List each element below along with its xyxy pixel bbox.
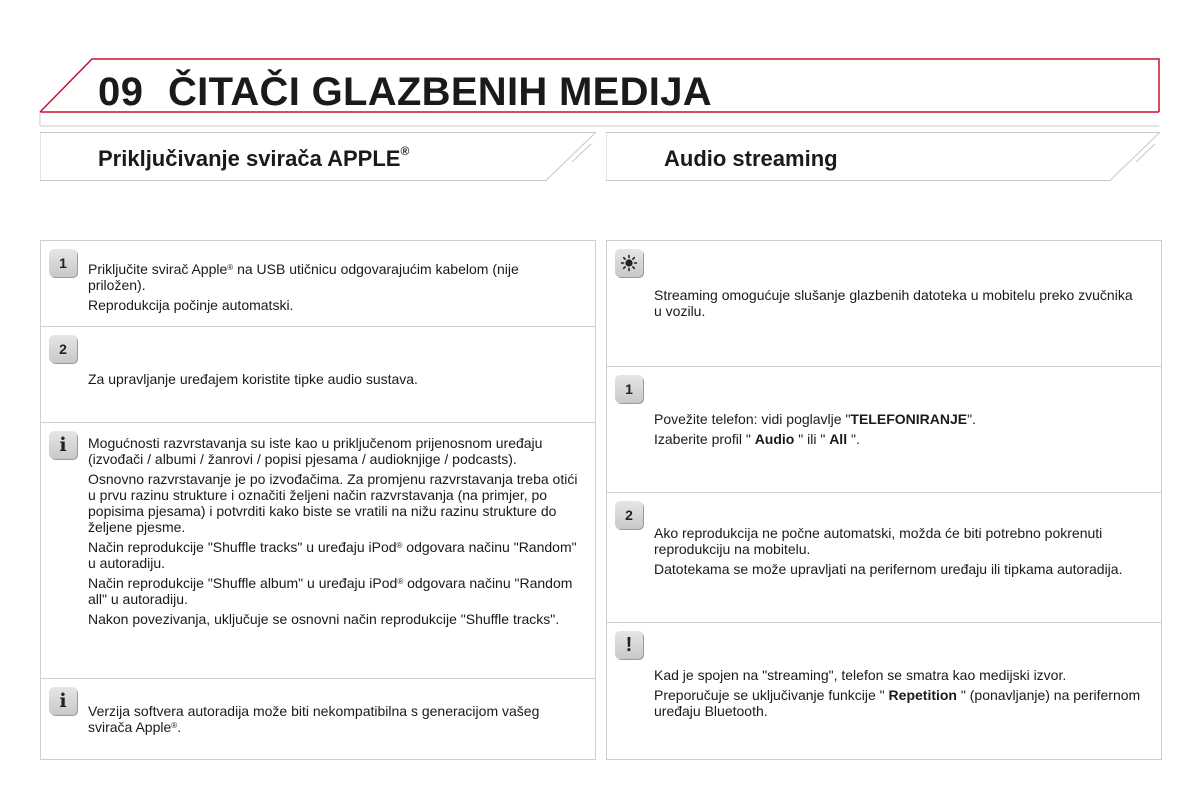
left-column bbox=[40, 240, 596, 760]
paragraph: Verzija softvera autoradija može biti nekompatibilna s generacijom vašeg svirača Apple®. bbox=[88, 703, 540, 735]
paragraph: Reprodukcija počinje automatski. bbox=[88, 297, 294, 313]
paragraph: Priključite svirač Apple® na USB utičnicu odgovarajućim kabelom (nije priložen). bbox=[88, 261, 519, 293]
paragraph: Način reprodukcije "Shuffle tracks" u uređaju iPod® odgovara načinu "Random" u autoradiju. bbox=[88, 539, 577, 571]
info-box-software bbox=[41, 679, 595, 759]
chapter-header bbox=[0, 0, 1200, 130]
tip-box-streaming bbox=[607, 241, 1161, 367]
sun-tip-icon bbox=[615, 249, 643, 277]
section-title-apple: Priključivanje svirača APPLE® bbox=[98, 144, 410, 171]
paragraph: Streaming omogućuje slušanje glazbenih datoteka u mobitelu preko zvučnika u vozilu. bbox=[654, 287, 1133, 319]
step-1-badge: 1 bbox=[615, 375, 643, 403]
info-icon: i bbox=[49, 431, 77, 459]
step-text bbox=[654, 411, 1144, 451]
tip-text bbox=[654, 287, 1144, 323]
step-2-badge: 2 bbox=[615, 501, 643, 529]
step-1-badge: 1 bbox=[49, 249, 77, 277]
paragraph: Povežite telefon: vidi poglavlje "TELEFONIRANJE". bbox=[654, 411, 976, 427]
paragraph: Ako reprodukcija ne počne automatski, možda će biti potrebno pokrenuti reprodukciju na mobitelu. bbox=[654, 525, 1103, 557]
warning-icon: ! bbox=[615, 631, 643, 659]
info-icon: i bbox=[49, 687, 77, 715]
step-box-1 bbox=[607, 367, 1161, 493]
paragraph: Kad je spojen na "streaming", telefon se smatra kao medijski izvor. bbox=[654, 667, 1067, 683]
step-text bbox=[88, 371, 568, 391]
paragraph: Način reprodukcije "Shuffle album" u uređaju iPod® odgovara načinu "Random all" u autoradiju. bbox=[88, 575, 573, 607]
info-box-sorting bbox=[41, 423, 595, 679]
step-2-badge: 2 bbox=[49, 335, 77, 363]
paragraph: Nakon povezivanja, uključuje se osnovni način reprodukcije "Shuffle tracks". bbox=[88, 611, 560, 627]
paragraph: Za upravljanje uređajem koristite tipke audio sustava. bbox=[88, 371, 418, 387]
step-box-2 bbox=[607, 493, 1161, 623]
paragraph: Mogućnosti razvrstavanja su iste kao u priključenom prijenosnom uređaju (izvođači / albumi / žanrovi / popisi pjesama / audioknjige / podcasts). bbox=[88, 435, 543, 467]
warning-box-streaming bbox=[607, 623, 1161, 759]
registered-mark: ® bbox=[400, 144, 410, 158]
paragraph: Preporučuje se uključivanje funkcije " Repetition " (ponavljanje) na perifernom uređaju Bluetooth. bbox=[654, 687, 1141, 719]
right-column bbox=[606, 240, 1162, 760]
chapter-number: 09 bbox=[98, 70, 144, 114]
chapter-title: ČITAČI GLAZBENIH MEDIJA bbox=[168, 70, 712, 114]
info-text bbox=[88, 703, 578, 739]
step-box-2 bbox=[41, 327, 595, 423]
paragraph: Osnovno razvrstavanje je po izvođačima. Za promjenu razvrstavanja treba otići u prvu razinu strukture i označiti željeni način razvrstavanja (na primjer, po popisima pjesama) i potvrditi kako biste se vratili na nižu razinu strukture do željene pjesme. bbox=[88, 471, 578, 535]
section-header-apple bbox=[40, 132, 596, 182]
warning-text bbox=[654, 667, 1144, 723]
section-title-streaming: Audio streaming bbox=[664, 146, 838, 171]
step-box-1 bbox=[41, 241, 595, 327]
step-text bbox=[654, 525, 1144, 581]
info-text bbox=[88, 435, 588, 631]
paragraph: Izaberite profil " Audio " ili " All ". bbox=[654, 431, 860, 447]
step-text bbox=[88, 261, 568, 317]
paragraph: Datotekama se može upravljati na perifernom uređaju ili tipkama autoradija. bbox=[654, 561, 1123, 577]
section-header-streaming bbox=[606, 132, 1160, 182]
